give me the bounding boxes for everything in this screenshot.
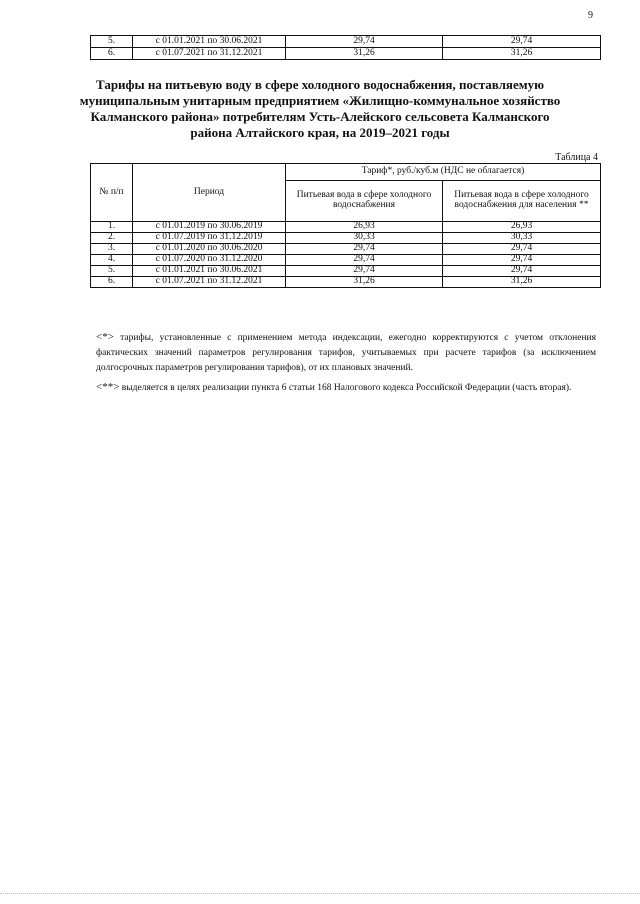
header-period: Период xyxy=(133,164,286,222)
row-number: 5. xyxy=(91,266,133,277)
table-row xyxy=(91,244,601,255)
continued-table-body xyxy=(91,36,601,60)
row-value-1: 29,74 xyxy=(286,36,443,48)
header-col-population: Питьевая вода в сфере холодного водоснабжения для населения ** xyxy=(443,181,601,222)
row-value-1: 31,26 xyxy=(286,277,443,288)
row-period: с 01.01.2021 по 30.06.2021 xyxy=(133,36,286,48)
row-period: с 01.07.2020 по 31.12.2020 xyxy=(133,255,286,266)
table-row xyxy=(91,266,601,277)
row-number: 4. xyxy=(91,255,133,266)
table-caption: Таблица 4 xyxy=(555,152,598,163)
header-row xyxy=(91,164,601,181)
footnote-mark: <**> xyxy=(96,381,120,393)
tariff-table-body xyxy=(91,222,601,288)
footnote-mark: <*> xyxy=(96,331,114,343)
table-row xyxy=(91,222,601,233)
table-row xyxy=(91,48,601,60)
scan-edge-divider xyxy=(0,893,640,894)
row-value-1: 30,33 xyxy=(286,233,443,244)
header-number: № п/п xyxy=(91,164,133,222)
row-value-1: 26,93 xyxy=(286,222,443,233)
footnote-text: выделяется в целях реализации пункта 6 статьи 168 Налогового кодекса Российской Федерации (часть вторая). xyxy=(121,383,572,393)
page-number: 9 xyxy=(588,10,593,21)
row-number: 5. xyxy=(91,36,133,48)
footnote-text: тарифы, установленные с применением метода индексации, ежегодно корректируются с учетом отклонения фактических значений параметров регулирования тарифов, учитываемых при расчете тарифов (за исключением долгосрочных параметров регулирования тарифов), от их плановых значений. xyxy=(96,333,596,373)
row-period: с 01.07.2021 по 31.12.2021 xyxy=(133,48,286,60)
table-row xyxy=(91,233,601,244)
row-value-1: 29,74 xyxy=(286,266,443,277)
row-number: 2. xyxy=(91,233,133,244)
continued-tariff-table xyxy=(90,35,601,60)
table-row xyxy=(91,255,601,266)
row-value-2: 29,74 xyxy=(443,244,601,255)
header-col-drinking-water: Питьевая вода в сфере холодного водоснабжения xyxy=(286,181,443,222)
header-tariff-group: Тариф*, руб./куб.м (НДС не облагается) xyxy=(286,164,601,181)
row-period: с 01.07.2021 по 31.12.2021 xyxy=(133,277,286,288)
row-value-2: 31,26 xyxy=(443,277,601,288)
footnotes xyxy=(96,330,596,400)
row-value-2: 29,74 xyxy=(443,255,601,266)
footnote-2 xyxy=(96,380,596,396)
row-number: 1. xyxy=(91,222,133,233)
row-period: с 01.01.2021 по 30.06.2021 xyxy=(133,266,286,277)
row-period: с 01.07.2019 по 31.12.2019 xyxy=(133,233,286,244)
row-number: 6. xyxy=(91,277,133,288)
tariff-table-header xyxy=(91,164,601,222)
table-row xyxy=(91,36,601,48)
row-number: 6. xyxy=(91,48,133,60)
row-value-1: 29,74 xyxy=(286,255,443,266)
table-row xyxy=(91,277,601,288)
row-period: с 01.01.2019 по 30.06.2019 xyxy=(133,222,286,233)
row-value-2: 29,74 xyxy=(443,266,601,277)
footnote-1 xyxy=(96,330,596,376)
row-value-2: 31,26 xyxy=(443,48,601,60)
row-value-2: 26,93 xyxy=(443,222,601,233)
section-title: Тарифы на питьевую воду в сфере холодного водоснабжения, поставляемую муниципальным унитарным предприятием «Жилищно-коммунальное хозяйство Калманского района» потребителям Усть-Алейского сельсовета Калманского района Алтайского края, на 2019–2021 годы xyxy=(79,77,561,140)
row-number: 3. xyxy=(91,244,133,255)
row-value-1: 31,26 xyxy=(286,48,443,60)
row-value-1: 29,74 xyxy=(286,244,443,255)
row-value-2: 29,74 xyxy=(443,36,601,48)
row-value-2: 30,33 xyxy=(443,233,601,244)
tariff-table xyxy=(90,163,601,288)
row-period: с 01.01.2020 по 30.06.2020 xyxy=(133,244,286,255)
